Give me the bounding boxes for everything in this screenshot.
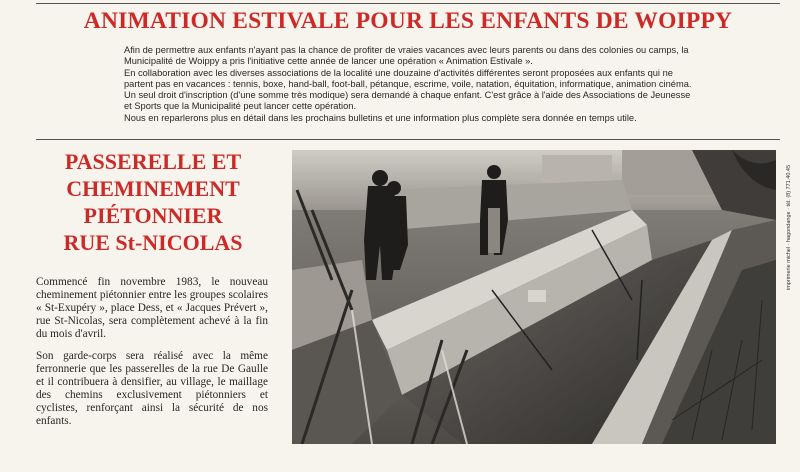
section-divider (36, 139, 780, 140)
intro-paragraph: En collaboration avec les diverses associations de la localité une douzaine d'activités différentes seront proposées aux enfants qui ne partent pas en vacances : tennis, boxe, hand-ball, foot-ball, pétanque, escrime, voile, natation, équitation, informatique, animation cinéma. (124, 67, 692, 89)
intro-paragraph: Nous en reparlerons plus en détail dans les prochains bulletins et une information plus complète sera donnée en temps utile. (124, 112, 637, 123)
article-title-line: PASSERELLE ET (64, 149, 242, 174)
print-credit: imprimerie michel · hagondange · tél. (8) 771.40.45 (786, 164, 792, 290)
article-body (36, 276, 268, 437)
article-paragraph: Son garde-corps sera réalisé avec la même ferronnerie que les passerelles de la rue De Gaulle et il contribuera à densifier, au village, le maillage des chemins exclusivement piétonniers et cyclistes, renforçant ainsi la sécurité de nos enfants. (36, 350, 268, 427)
article-title-line: CHEMINEMENT (66, 176, 240, 201)
page-headline: ANIMATION ESTIVALE POUR LES ENFANTS DE WOIPPY (83, 8, 733, 34)
intro-text (124, 45, 696, 124)
construction-photo-illustration (292, 150, 776, 444)
intro-paragraph: Un seul droit d'inscription (d'une somme très modique) sera demandé à chaque enfant. C'est grâce à l'aide des Associations de Jeunesse et Sports que la Municipalité peut lancer cette opération. (124, 90, 691, 112)
intro-paragraph: Afin de permettre aux enfants n'ayant pas la chance de profiter de vraies vacances avec leurs parents ou dans des colonies ou camps, la Municipalité de Woippy a pris l'initiative cette année de lancer une opération « Animation Estivale ». (124, 45, 689, 67)
article-title-line: PIÉTONNIER (83, 203, 223, 228)
article-paragraph: Commencé fin novembre 1983, le nouveau cheminement piétonnier entre les groupes scolaires « St-Exupéry », place Dess, et « Jacques Prévert », rue St-Nicolas, sera complètement achevé à la fin du mois d'avril. (36, 276, 268, 340)
article-title (34, 148, 272, 256)
construction-photo (292, 150, 776, 444)
article-title-line: RUE St-NICOLAS (63, 230, 243, 255)
top-rule (36, 3, 780, 4)
